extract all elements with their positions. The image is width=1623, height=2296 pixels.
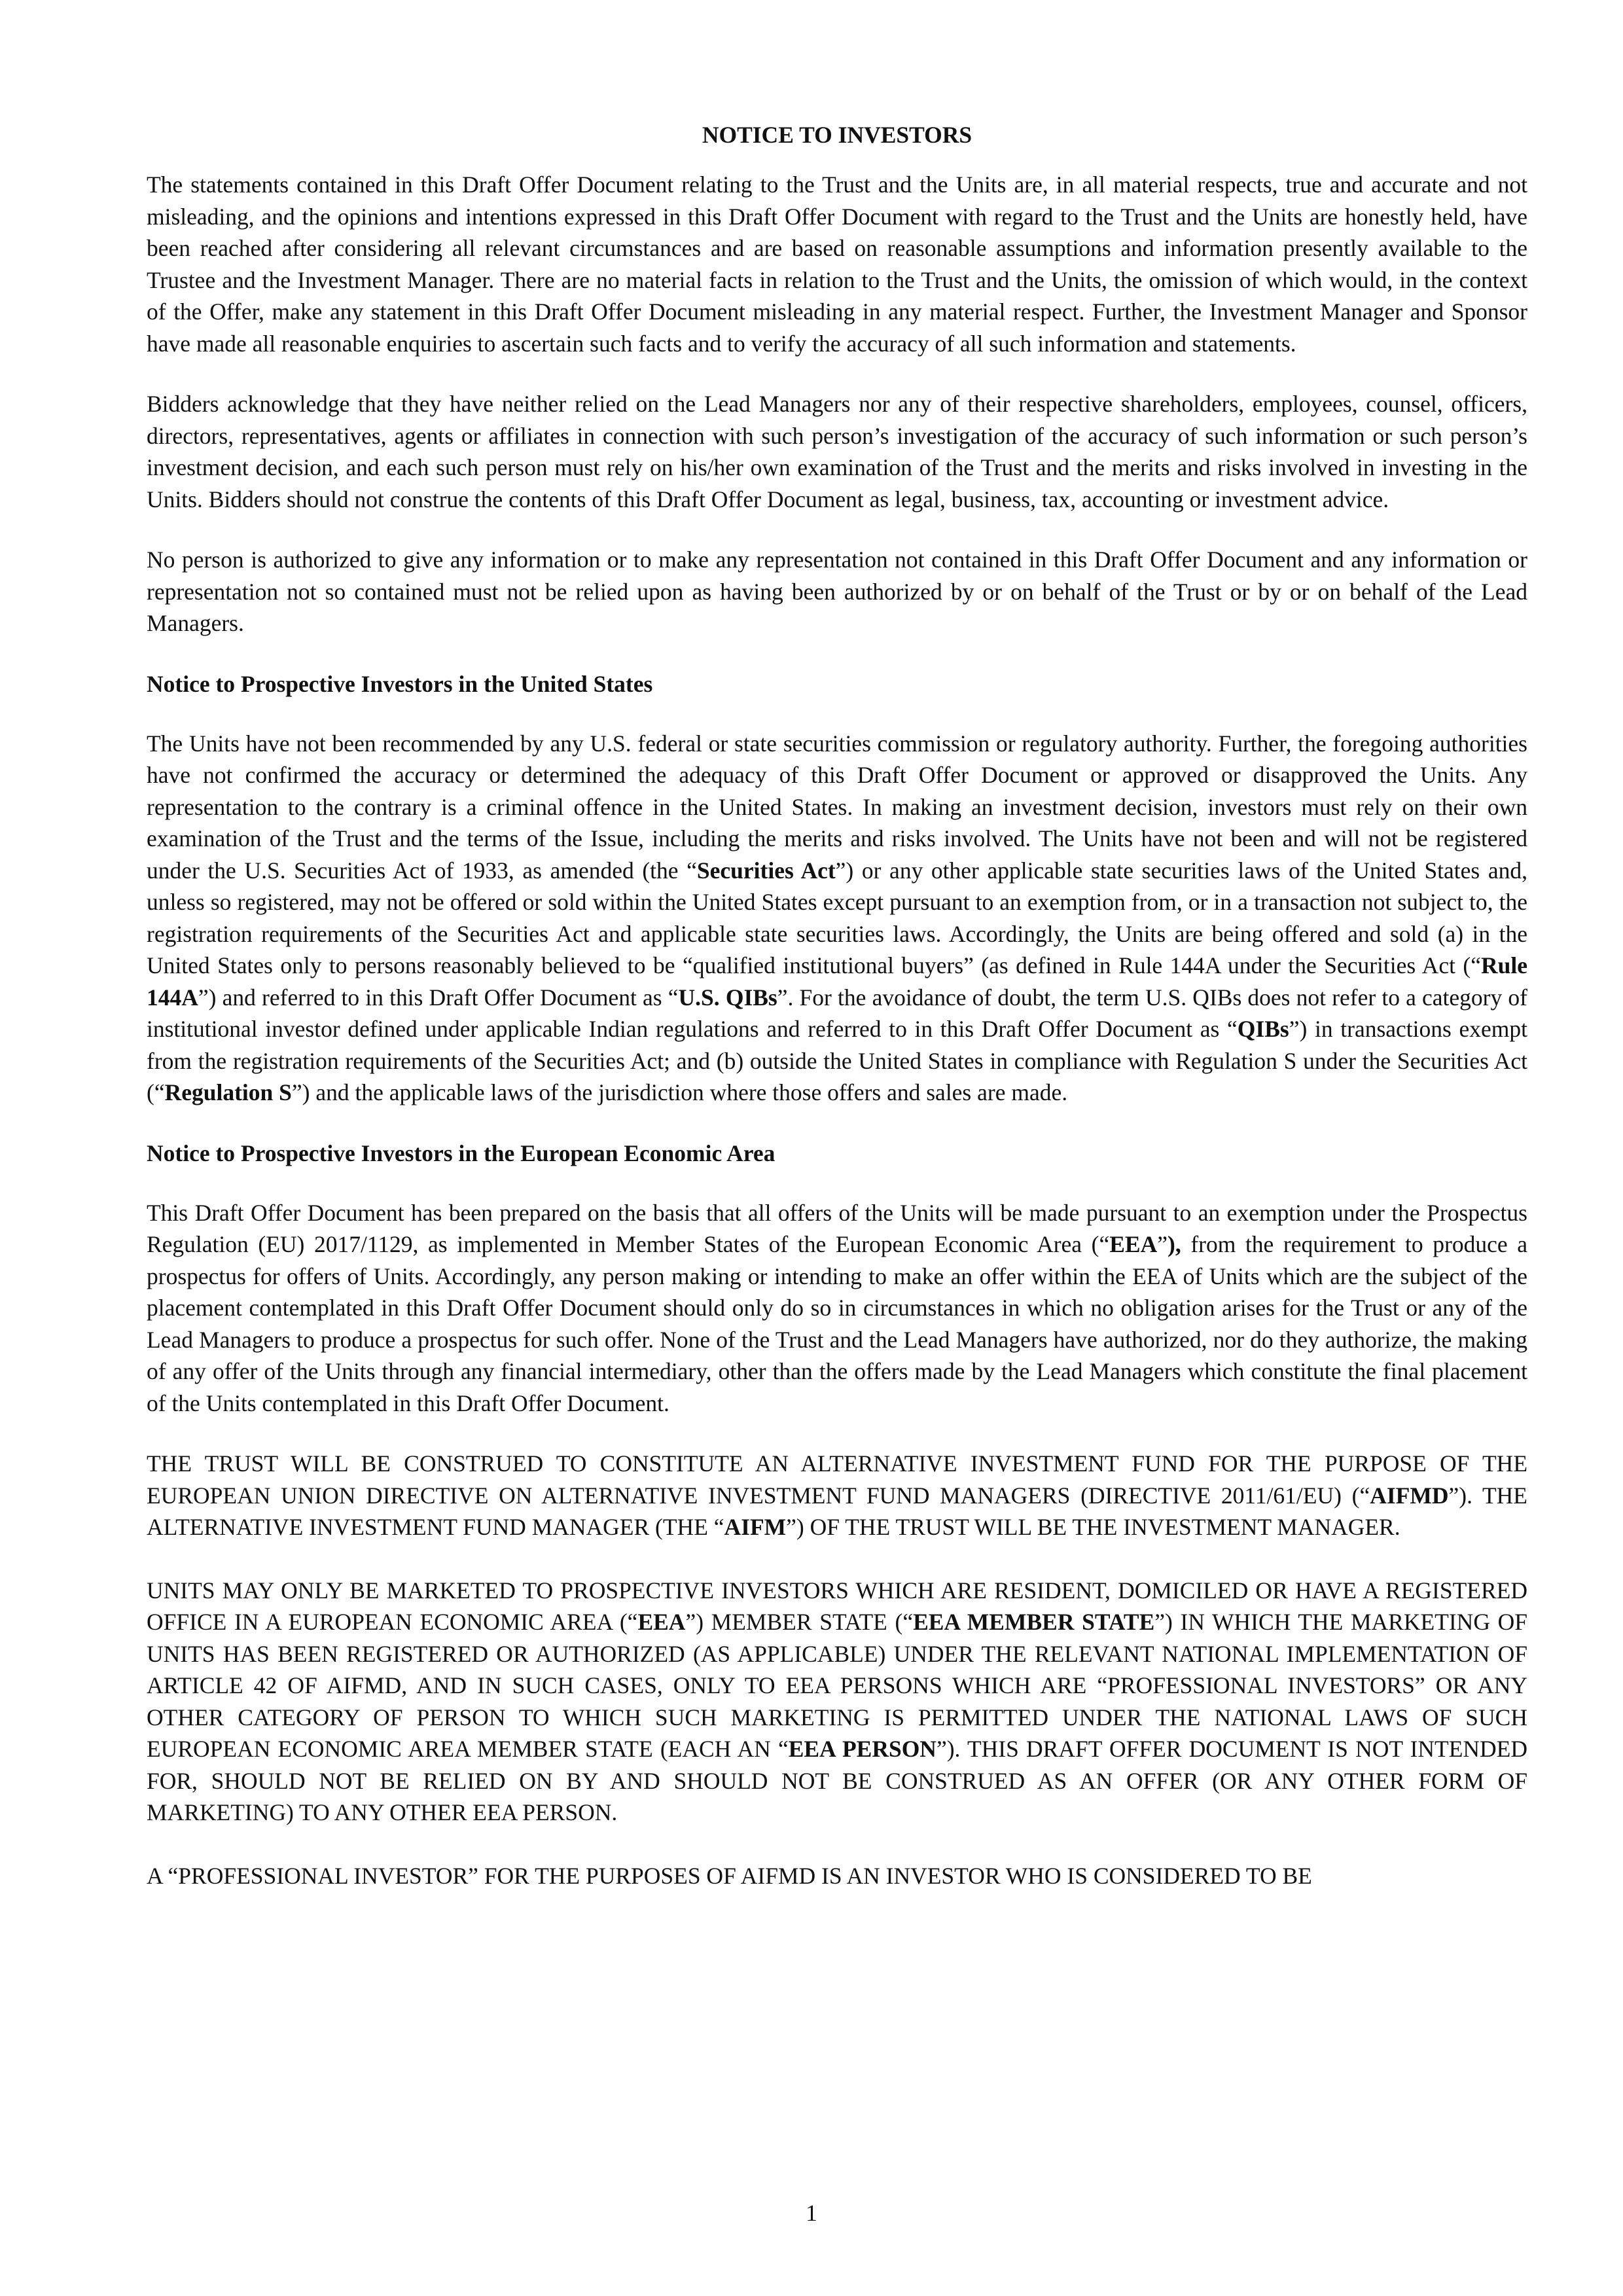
text-run: ”) and the applicable laws of the jurisdiction where those offers and sales are made. [291, 1079, 1068, 1105]
paragraph-statements: The statements contained in this Draft Offer Document relating to the Trust and the Units are, in all material respects, true and accurate and not misleading, and the opinions and intentions expressed in this Draft Offer Document with regard to the Trust and the Units are honestly held, have been reached after considering all relevant circumstances and are based on reasonable assumptions and information presently available to the Trustee and the Investment Manager. There are no material facts in relation to the Trust and the Units, the omission of which would, in the context of the Offer, make any statement in this Draft Offer Document misleading in any material respect. Further, the Investment Manager and Sponsor have made all reasonable enquiries to ascertain such facts and to verify the accuracy of all such information and statements. [147, 171, 1527, 357]
text-run: ”. For the avoidance of doubt, the term U.S. QIBs does not refer to a category of institutional investor defined under applicable Indian regulations and referred to in this Draft Offer Document as “ [147, 984, 1527, 1042]
paragraph-aifmd [147, 1448, 1527, 1543]
defined-term-eea: EEA [1109, 1231, 1158, 1257]
text-run: THE TRUST WILL BE CONSTRUED TO CONSTITUTE AN ALTERNATIVE INVESTMENT FUND FOR THE PURPOSE OF THE EUROPEAN UNION DIRECTIVE ON ALTERNATIVE INVESTMENT FUND MANAGERS (DIRECTIVE 2011/61/EU) (“ [147, 1450, 1527, 1509]
defined-term-eea: EEA [637, 1609, 686, 1635]
heading-us-investors: Notice to Prospective Investors in the United States [147, 670, 653, 697]
document-page [147, 119, 1527, 1923]
text-run: from the requirement to produce a prospectus for offers of Units. Accordingly, any person making or intending to make an offer within the EEA of Units which are the subject of the placement contemplated in this Draft Offer Document should only do so in circumstances in which no obligation arises for the Trust or any of the Lead Managers to produce a prospectus for such offer. None of the Trust and the Lead Managers have authorized, nor do they authorize, the making of any offer of the Units through any financial intermediary, other than the offers made by the Lead Managers which constitute the final placement of the Units contemplated in this Draft Offer Document. [147, 1231, 1527, 1416]
defined-term-eea-person: EEA PERSON [788, 1736, 936, 1762]
text-run: This Draft Offer Document has been prepared on the basis that all offers of the Units will be made pursuant to an exemption under the Prospectus Regulation (EU) 2017/1129, as implemented in Member States of the European Economic Area (“ [147, 1199, 1527, 1257]
defined-term-rule-144a: Rule 144A [147, 952, 1527, 1011]
text-run: ” [1157, 1231, 1168, 1257]
defined-term-regulation-s: Regulation S [164, 1079, 292, 1105]
defined-term-aifm: AIFM [724, 1514, 787, 1540]
paragraph-us-notice [147, 728, 1527, 1109]
paragraph-professional-investor: A “PROFESSIONAL INVESTOR” FOR THE PURPOSES OF AIFMD IS AN INVESTOR WHO IS CONSIDERED TO BE [147, 1862, 1312, 1889]
defined-term-qibs: QIBs [1237, 1016, 1289, 1042]
text-run: ”) and referred to in this Draft Offer Document as “ [198, 984, 679, 1011]
text-run: ”) in transactions exempt from the registration requirements of the Securities Act; and (b) outside the United States in compliance with Regulation S under the Securities Act (“ [147, 1016, 1527, 1105]
text-run: ”) OF THE TRUST WILL BE THE INVESTMENT MANAGER. [786, 1514, 1400, 1540]
defined-term-aifmd: AIFMD [1370, 1482, 1449, 1509]
page-title: NOTICE TO INVESTORS [702, 122, 972, 148]
text-run: The Units have not been recommended by any U.S. federal or state securities commission or regulatory authority. Further, the foregoing authorities have not confirmed the accuracy or determined the adequacy of this Draft Offer Document or approved or disapproved the Units. Any representation to the contrary is a criminal offence in the United States. In making an investment decision, investors must rely on their own examination of the Trust and the terms of the Issue, including the merits and risks involved. The Units have not been and will not be registered under the U.S. Securities Act of 1933, as amended (the “ [147, 730, 1527, 884]
page-number: 1 [806, 2200, 817, 2226]
text-run: ”) IN WHICH THE MARKETING OF UNITS HAS BEEN REGISTERED OR AUTHORIZED (AS APPLICABLE) UNDER THE RELEVANT NATIONAL IMPLEMENTATION OF ARTICLE 42 OF AIFMD, AND IN SUCH CASES, ONLY TO EEA PERSONS WHICH ARE “PROFESSIONAL INVESTORS” OR ANY OTHER CATEGORY OF PERSON TO WHICH SUCH MARKETING IS PERMITTED UNDER THE NATIONAL LAWS OF SUCH EUROPEAN ECONOMIC AREA MEMBER STATE (EACH AN “ [147, 1609, 1527, 1762]
defined-term-securities-act: Securities Act [696, 857, 836, 884]
text-run: ”). THE ALTERNATIVE INVESTMENT FUND MANAGER (THE “ [147, 1482, 1527, 1540]
heading-eea-investors: Notice to Prospective Investors in the European Economic Area [147, 1139, 776, 1166]
defined-term-eea-member-state: EEA MEMBER STATE [913, 1609, 1155, 1635]
paragraph-no-person: No person is authorized to give any information or to make any representation not contained in this Draft Offer Document and any information or representation not so contained must not be relied upon as having been authorized by or on behalf of the Trust or by or on behalf of the Lead Managers. [147, 547, 1527, 636]
text-run: ”) MEMBER STATE (“ [685, 1609, 914, 1635]
paragraph-eea-notice [147, 1197, 1527, 1420]
bold-punctuation: ), [1168, 1231, 1181, 1257]
paragraph-marketing [147, 1575, 1527, 1829]
paragraph-bidders: Bidders acknowledge that they have neither relied on the Lead Managers nor any of their respective shareholders, employees, counsel, officers, directors, representatives, agents or affiliates in connection with such person’s investigation of the accuracy of such information or such person’s investment decision, and each such person must rely on his/her own examination of the Trust and the merits and risks involved in investing in the Units. Bidders should not construe the contents of this Draft Offer Document as legal, business, tax, accounting or investment advice. [147, 391, 1527, 512]
text-run: ”). THIS DRAFT OFFER DOCUMENT IS NOT INTENDED FOR, SHOULD NOT BE RELIED ON BY AND SHOULD NOT BE CONSTRUED AS AN OFFER (OR ANY OTHER FORM OF MARKETING) TO ANY OTHER EEA PERSON. [147, 1736, 1527, 1825]
text-run: UNITS MAY ONLY BE MARKETED TO PROSPECTIVE INVESTORS WHICH ARE RESIDENT, DOMICILED OR HAVE A REGISTERED OFFICE IN A EUROPEAN ECONOMIC AREA (“ [147, 1577, 1527, 1635]
defined-term-us-qibs: U.S. QIBs [678, 984, 777, 1011]
text-run: ”) or any other applicable state securities laws of the United States and, unless so registered, may not be offered or sold within the United States except pursuant to an exemption from, or in a transaction not subject to, the registration requirements of the Securities Act and applicable state securities laws. Accordingly, the Units are being offered and sold (a) in the United States only to persons reasonably believed to be “qualified institutional buyers” (as defined in Rule 144A under the Securities Act (“ [147, 857, 1527, 978]
